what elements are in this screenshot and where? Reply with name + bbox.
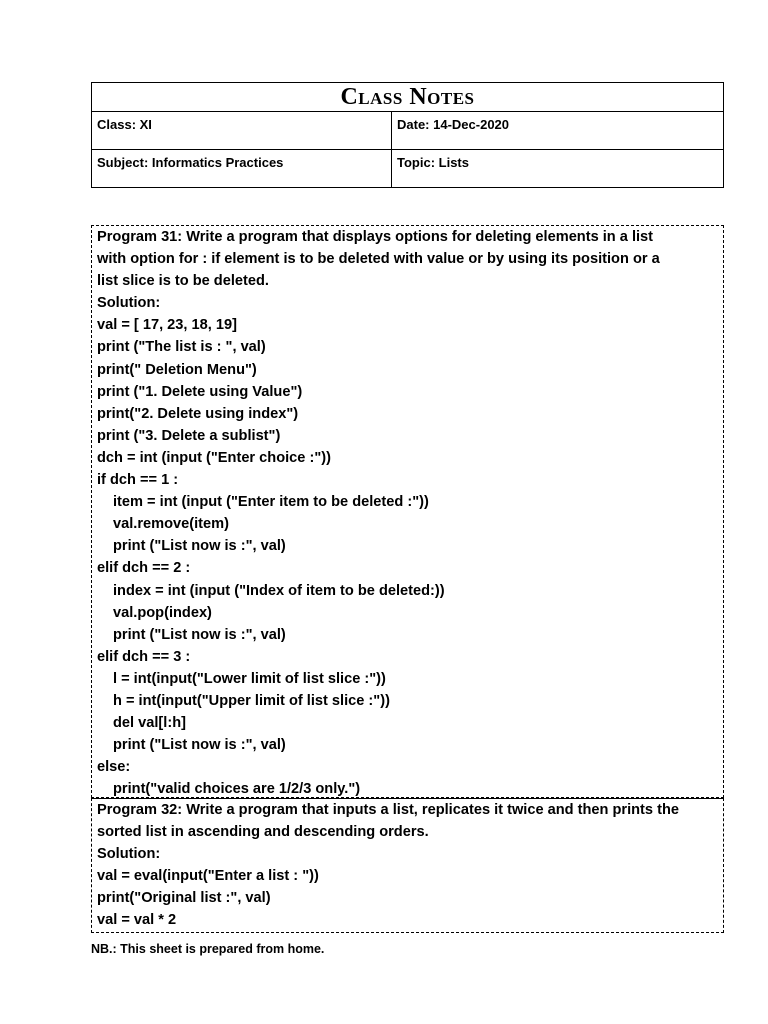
program-32-line: Program 32: Write a program that inputs a list, replicates it twice and then prints the bbox=[97, 802, 679, 818]
program-31-line: print("valid choices are 1/2/3 only.") bbox=[113, 781, 361, 798]
program-31-line: index = int (input ("Index of item to be deleted:)) bbox=[113, 582, 445, 599]
subject-cell: Subject: Informatics Practices bbox=[92, 150, 392, 187]
program-31-line: val = [ 17, 23, 18, 19] bbox=[97, 317, 237, 334]
program-31-line: l = int(input("Lower limit of list slice :")) bbox=[113, 670, 386, 687]
footer-note: NB.: This sheet is prepared from home. bbox=[91, 942, 325, 956]
program-31-line: print ("3. Delete a sublist") bbox=[97, 427, 281, 444]
page-title: Class Notes bbox=[340, 84, 475, 110]
program-31-line: print ("List now is :", val) bbox=[113, 626, 286, 643]
header-row-subject-topic bbox=[92, 150, 723, 187]
class-cell: Class: XI bbox=[92, 112, 392, 149]
program-31-line: print("2. Delete using index") bbox=[97, 405, 299, 422]
program-32-box bbox=[91, 798, 724, 933]
program-32-line: print("Original list :", val) bbox=[97, 890, 271, 907]
program-32-line: val = val * 2 bbox=[97, 912, 177, 929]
program-32-line: sorted list in ascending and descending orders. bbox=[97, 824, 429, 841]
program-31-line: val.remove(item) bbox=[113, 516, 229, 533]
program-32-line: Solution: bbox=[97, 846, 161, 863]
program-31-line: Solution: bbox=[97, 295, 161, 312]
topic-cell: Topic: Lists bbox=[397, 155, 469, 170]
program-31-line: print ("1. Delete using Value") bbox=[97, 383, 303, 400]
header-row-class-date bbox=[92, 112, 723, 150]
program-31-line: item = int (input ("Enter item to be deleted :")) bbox=[113, 494, 429, 511]
program-31-line: print ("The list is : ", val) bbox=[97, 339, 266, 356]
program-31-line: elif dch == 2 : bbox=[97, 560, 191, 577]
program-31-line: print ("List now is :", val) bbox=[113, 538, 286, 555]
program-31-box bbox=[91, 225, 724, 798]
program-31-line: elif dch == 3 : bbox=[97, 648, 191, 665]
program-31-line: print ("List now is :", val) bbox=[113, 737, 286, 754]
program-31-line: dch = int (input ("Enter choice :")) bbox=[97, 449, 331, 466]
title-row bbox=[92, 83, 723, 112]
program-31-line: else: bbox=[97, 759, 131, 776]
program-31-line: if dch == 1 : bbox=[97, 472, 179, 489]
program-31-line: list slice is to be deleted. bbox=[97, 273, 269, 290]
class-notes-header bbox=[91, 82, 724, 188]
program-32-line: val = eval(input("Enter a list : ")) bbox=[97, 868, 319, 885]
program-31-line: print(" Deletion Menu") bbox=[97, 361, 257, 378]
program-31-line: with option for : if element is to be deleted with value or by using its position or a bbox=[97, 251, 660, 268]
program-31-line: h = int(input("Upper limit of list slice :")) bbox=[113, 692, 390, 709]
date-cell: Date: 14-Dec-2020 bbox=[397, 117, 510, 132]
program-31-line: val.pop(index) bbox=[113, 604, 212, 621]
program-31-line: Program 31: Write a program that displays options for deleting elements in a list bbox=[97, 229, 654, 245]
program-31-line: del val[l:h] bbox=[113, 715, 186, 732]
